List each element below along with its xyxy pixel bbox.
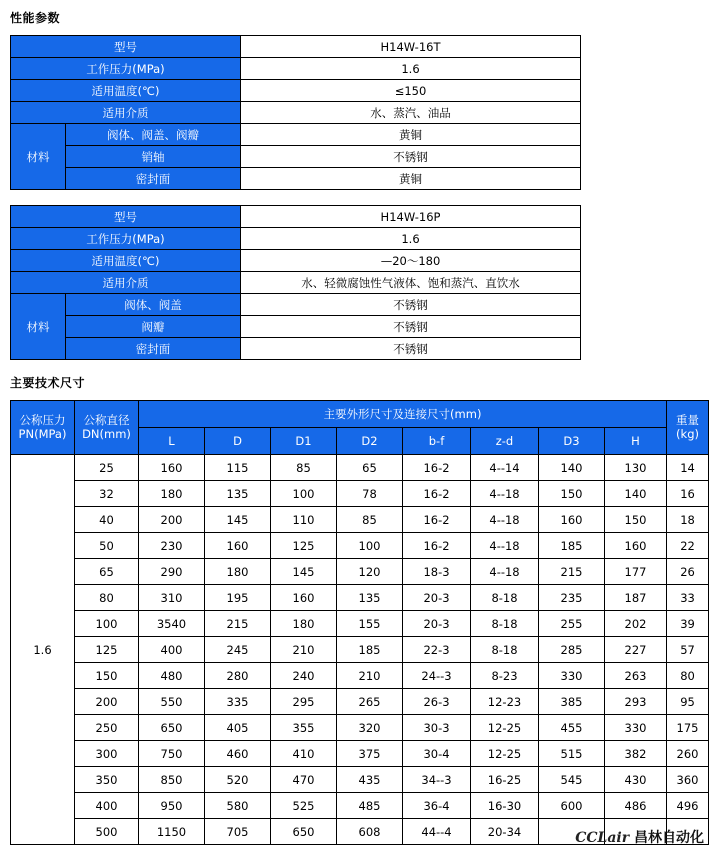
header-col-D1: D1 bbox=[271, 428, 337, 455]
table-row bbox=[11, 80, 581, 102]
cell-zd: 8-23 bbox=[471, 663, 539, 689]
header-weight-line2: (kg) bbox=[676, 426, 699, 441]
t2-label-material: 材料 bbox=[11, 294, 66, 360]
t2-value-pressure: 1.6 bbox=[241, 228, 581, 250]
cell-D1: 525 bbox=[271, 793, 337, 819]
cell-weight: 14 bbox=[667, 455, 709, 481]
cell-H: 140 bbox=[605, 481, 667, 507]
t2-value-body: 不锈钢 bbox=[241, 294, 581, 316]
header-col-bf: b-f bbox=[403, 428, 471, 455]
cell-dn: 50 bbox=[75, 533, 139, 559]
cell-D3: 545 bbox=[539, 767, 605, 793]
cell-D2: 100 bbox=[337, 533, 403, 559]
t2-value-model: H14W-16P bbox=[241, 206, 581, 228]
t2-label-disc: 阀瓣 bbox=[66, 316, 241, 338]
cell-D1: 240 bbox=[271, 663, 337, 689]
cell-L: 950 bbox=[139, 793, 205, 819]
table-row bbox=[11, 637, 709, 663]
t2-value-seal: 不锈钢 bbox=[241, 338, 581, 360]
cell-H: 202 bbox=[605, 611, 667, 637]
cell-L: 230 bbox=[139, 533, 205, 559]
cell-D: 135 bbox=[205, 481, 271, 507]
table-row bbox=[11, 124, 581, 146]
header-col-D3: D3 bbox=[539, 428, 605, 455]
cell-dn: 400 bbox=[75, 793, 139, 819]
cell-D1: 650 bbox=[271, 819, 337, 845]
table-row bbox=[11, 228, 581, 250]
cell-weight: 175 bbox=[667, 715, 709, 741]
cell-D: 335 bbox=[205, 689, 271, 715]
t1-value-pin: 不锈钢 bbox=[241, 146, 581, 168]
cell-H: 160 bbox=[605, 533, 667, 559]
watermark-brand-cn: 昌林自动化 bbox=[634, 830, 704, 846]
cell-D3: 215 bbox=[539, 559, 605, 585]
t1-value-model: H14W-16T bbox=[241, 36, 581, 58]
cell-bf: 26-3 bbox=[403, 689, 471, 715]
cell-zd: 12-25 bbox=[471, 715, 539, 741]
cell-dn: 500 bbox=[75, 819, 139, 845]
t1-label-material: 材料 bbox=[11, 124, 66, 190]
cell-weight: 18 bbox=[667, 507, 709, 533]
cell-D3: 600 bbox=[539, 793, 605, 819]
cell-H: 382 bbox=[605, 741, 667, 767]
cell-D2: 375 bbox=[337, 741, 403, 767]
cell-D3: 185 bbox=[539, 533, 605, 559]
cell-weight: 39 bbox=[667, 611, 709, 637]
cell-L: 3540 bbox=[139, 611, 205, 637]
cell-zd: 8-18 bbox=[471, 637, 539, 663]
header-diameter-line1: 公称直径 bbox=[83, 413, 130, 428]
cell-D3: 385 bbox=[539, 689, 605, 715]
cell-D: 520 bbox=[205, 767, 271, 793]
cell-D3: 330 bbox=[539, 663, 605, 689]
table-row bbox=[11, 663, 709, 689]
cell-D1: 410 bbox=[271, 741, 337, 767]
cell-zd: 12-23 bbox=[471, 689, 539, 715]
cell-D: 195 bbox=[205, 585, 271, 611]
cell-H: 227 bbox=[605, 637, 667, 663]
cell-D: 180 bbox=[205, 559, 271, 585]
cell-D2: 65 bbox=[337, 455, 403, 481]
cell-D2: 155 bbox=[337, 611, 403, 637]
header-dimension-group: 主要外形尺寸及连接尺寸(mm) bbox=[139, 401, 667, 428]
cell-D1: 85 bbox=[271, 455, 337, 481]
cell-dn: 80 bbox=[75, 585, 139, 611]
t2-label-body: 阀体、阀盖 bbox=[66, 294, 241, 316]
cell-H: 187 bbox=[605, 585, 667, 611]
cell-D3: 160 bbox=[539, 507, 605, 533]
cell-D3: 235 bbox=[539, 585, 605, 611]
cell-L: 650 bbox=[139, 715, 205, 741]
table-row bbox=[11, 36, 581, 58]
cell-L: 400 bbox=[139, 637, 205, 663]
cell-H: 430 bbox=[605, 767, 667, 793]
t1-label-temperature: 适用温度(℃) bbox=[11, 80, 241, 102]
cell-D2: 135 bbox=[337, 585, 403, 611]
cell-D1: 145 bbox=[271, 559, 337, 585]
cell-H: 293 bbox=[605, 689, 667, 715]
dimensions-table bbox=[10, 400, 709, 845]
t2-label-temperature: 适用温度(℃) bbox=[11, 250, 241, 272]
cell-D1: 125 bbox=[271, 533, 337, 559]
t1-label-model: 型号 bbox=[11, 36, 241, 58]
table-row bbox=[11, 689, 709, 715]
cell-dn: 25 bbox=[75, 455, 139, 481]
cell-D: 245 bbox=[205, 637, 271, 663]
cell-D2: 120 bbox=[337, 559, 403, 585]
table-row bbox=[11, 294, 581, 316]
cell-dn: 350 bbox=[75, 767, 139, 793]
cell-weight: 16 bbox=[667, 481, 709, 507]
cell-bf: 18-3 bbox=[403, 559, 471, 585]
t2-value-temperature: —20～180 bbox=[241, 250, 581, 272]
dimensions-section-title: 主要技术尺寸 bbox=[10, 376, 86, 390]
cell-zd: 4--14 bbox=[471, 455, 539, 481]
cell-D1: 295 bbox=[271, 689, 337, 715]
table-row bbox=[11, 338, 581, 360]
cell-bf: 36-4 bbox=[403, 793, 471, 819]
table-row bbox=[11, 767, 709, 793]
cell-L: 160 bbox=[139, 455, 205, 481]
header-diameter-line2: DN(mm) bbox=[82, 426, 131, 441]
cell-dn: 200 bbox=[75, 689, 139, 715]
table-row bbox=[11, 250, 581, 272]
cell-H: 330 bbox=[605, 715, 667, 741]
table-row bbox=[11, 715, 709, 741]
performance-table-2 bbox=[10, 205, 581, 360]
cell-D1: 180 bbox=[271, 611, 337, 637]
cell-D: 145 bbox=[205, 507, 271, 533]
cell-D2: 320 bbox=[337, 715, 403, 741]
cell-bf: 30-3 bbox=[403, 715, 471, 741]
watermark bbox=[575, 827, 704, 847]
t2-value-disc: 不锈钢 bbox=[241, 316, 581, 338]
cell-bf: 20-3 bbox=[403, 611, 471, 637]
cell-dn: 65 bbox=[75, 559, 139, 585]
cell-L: 310 bbox=[139, 585, 205, 611]
header-nominal-pressure bbox=[11, 401, 75, 455]
cell-D3: 285 bbox=[539, 637, 605, 663]
header-weight-line1: 重量 bbox=[676, 413, 700, 428]
cell-dn: 125 bbox=[75, 637, 139, 663]
header-col-D: D bbox=[205, 428, 271, 455]
table-row bbox=[11, 206, 581, 228]
cell-bf: 44--4 bbox=[403, 819, 471, 845]
cell-H: 486 bbox=[605, 793, 667, 819]
cell-D: 705 bbox=[205, 819, 271, 845]
cell-D1: 160 bbox=[271, 585, 337, 611]
table-spacer bbox=[8, 190, 706, 205]
cell-D3: 455 bbox=[539, 715, 605, 741]
cell-dn: 32 bbox=[75, 481, 139, 507]
performance-section-title: 性能参数 bbox=[10, 11, 61, 25]
t1-value-seal: 黄铜 bbox=[241, 168, 581, 190]
cell-D1: 470 bbox=[271, 767, 337, 793]
table-row bbox=[11, 507, 709, 533]
cell-H: 150 bbox=[605, 507, 667, 533]
header-col-zd: z-d bbox=[471, 428, 539, 455]
t1-label-body: 阀体、阀盖、阀瓣 bbox=[66, 124, 241, 146]
table-row bbox=[11, 146, 581, 168]
cell-L: 550 bbox=[139, 689, 205, 715]
cell-weight: 496 bbox=[667, 793, 709, 819]
cell-D3: 140 bbox=[539, 455, 605, 481]
table-header-row bbox=[11, 401, 709, 428]
cell-zd: 8-18 bbox=[471, 611, 539, 637]
t2-label-seal: 密封面 bbox=[66, 338, 241, 360]
cell-L: 480 bbox=[139, 663, 205, 689]
cell-zd: 4--18 bbox=[471, 533, 539, 559]
cell-zd: 12-25 bbox=[471, 741, 539, 767]
cell-L: 1150 bbox=[139, 819, 205, 845]
cell-weight: 360 bbox=[667, 767, 709, 793]
cell-H: 263 bbox=[605, 663, 667, 689]
table-row bbox=[11, 793, 709, 819]
t1-label-seal: 密封面 bbox=[66, 168, 241, 190]
cell-D2: 265 bbox=[337, 689, 403, 715]
cell-dn: 100 bbox=[75, 611, 139, 637]
cell-bf: 16-2 bbox=[403, 533, 471, 559]
cell-L: 200 bbox=[139, 507, 205, 533]
cell-D3: 150 bbox=[539, 481, 605, 507]
table-row bbox=[11, 585, 709, 611]
cell-H: 177 bbox=[605, 559, 667, 585]
cell-L: 180 bbox=[139, 481, 205, 507]
cell-weight: 80 bbox=[667, 663, 709, 689]
t1-label-medium: 适用介质 bbox=[11, 102, 241, 124]
cell-L: 750 bbox=[139, 741, 205, 767]
header-col-H: H bbox=[605, 428, 667, 455]
t1-value-body: 黄铜 bbox=[241, 124, 581, 146]
cell-D3: 255 bbox=[539, 611, 605, 637]
cell-D: 115 bbox=[205, 455, 271, 481]
t1-label-pin: 销轴 bbox=[66, 146, 241, 168]
cell-dn: 250 bbox=[75, 715, 139, 741]
header-pressure-line1: 公称压力 bbox=[19, 413, 66, 428]
cell-zd: 16-30 bbox=[471, 793, 539, 819]
table-row bbox=[11, 168, 581, 190]
table-row bbox=[11, 455, 709, 481]
cell-D3: 515 bbox=[539, 741, 605, 767]
cell-zd: 4--18 bbox=[471, 481, 539, 507]
table-row bbox=[11, 611, 709, 637]
cell-zd: 8-18 bbox=[471, 585, 539, 611]
cell-D: 405 bbox=[205, 715, 271, 741]
cell-weight: 22 bbox=[667, 533, 709, 559]
table-row bbox=[11, 102, 581, 124]
cell-D1: 355 bbox=[271, 715, 337, 741]
cell-bf: 30-4 bbox=[403, 741, 471, 767]
performance-table-1 bbox=[10, 35, 581, 190]
cell-weight: 33 bbox=[667, 585, 709, 611]
table-row bbox=[11, 316, 581, 338]
document-page bbox=[0, 9, 714, 853]
cell-bf: 16-2 bbox=[403, 507, 471, 533]
cell-weight: 260 bbox=[667, 741, 709, 767]
cell-D2: 485 bbox=[337, 793, 403, 819]
table-row bbox=[11, 272, 581, 294]
header-nominal-diameter bbox=[75, 401, 139, 455]
cell-bf: 24--3 bbox=[403, 663, 471, 689]
watermark-brand-en: CCLair bbox=[575, 830, 630, 846]
cell-D1: 210 bbox=[271, 637, 337, 663]
cell-zd: 4--18 bbox=[471, 559, 539, 585]
cell-D2: 78 bbox=[337, 481, 403, 507]
table-row bbox=[11, 58, 581, 80]
header-col-L: L bbox=[139, 428, 205, 455]
cell-D2: 210 bbox=[337, 663, 403, 689]
t2-value-medium: 水、轻微腐蚀性气液体、饱和蒸汽、直饮水 bbox=[241, 272, 581, 294]
cell-D2: 85 bbox=[337, 507, 403, 533]
header-pressure-line2: PN(MPa) bbox=[18, 426, 67, 441]
cell-dn: 150 bbox=[75, 663, 139, 689]
cell-nominal-pressure-value: 1.6 bbox=[11, 455, 75, 845]
cell-D2: 608 bbox=[337, 819, 403, 845]
cell-zd: 20-34 bbox=[471, 819, 539, 845]
cell-D1: 110 bbox=[271, 507, 337, 533]
t1-value-pressure: 1.6 bbox=[241, 58, 581, 80]
t2-label-medium: 适用介质 bbox=[11, 272, 241, 294]
cell-bf: 16-2 bbox=[403, 481, 471, 507]
cell-D: 160 bbox=[205, 533, 271, 559]
t1-value-temperature: ≤150 bbox=[241, 80, 581, 102]
cell-D: 460 bbox=[205, 741, 271, 767]
cell-H: 130 bbox=[605, 455, 667, 481]
cell-weight: 57 bbox=[667, 637, 709, 663]
cell-bf: 16-2 bbox=[403, 455, 471, 481]
t1-label-pressure: 工作压力(MPa) bbox=[11, 58, 241, 80]
cell-bf: 20-3 bbox=[403, 585, 471, 611]
header-col-D2: D2 bbox=[337, 428, 403, 455]
cell-weight: 95 bbox=[667, 689, 709, 715]
cell-L: 290 bbox=[139, 559, 205, 585]
cell-bf: 22-3 bbox=[403, 637, 471, 663]
cell-D2: 185 bbox=[337, 637, 403, 663]
cell-dn: 40 bbox=[75, 507, 139, 533]
cell-D: 215 bbox=[205, 611, 271, 637]
table-row bbox=[11, 741, 709, 767]
cell-zd: 4--18 bbox=[471, 507, 539, 533]
table-row bbox=[11, 559, 709, 585]
cell-zd: 16-25 bbox=[471, 767, 539, 793]
cell-D: 280 bbox=[205, 663, 271, 689]
cell-D: 580 bbox=[205, 793, 271, 819]
t2-label-pressure: 工作压力(MPa) bbox=[11, 228, 241, 250]
cell-dn: 300 bbox=[75, 741, 139, 767]
table-row bbox=[11, 533, 709, 559]
cell-D1: 100 bbox=[271, 481, 337, 507]
table-row bbox=[11, 481, 709, 507]
cell-weight: 26 bbox=[667, 559, 709, 585]
cell-L: 850 bbox=[139, 767, 205, 793]
t2-label-model: 型号 bbox=[11, 206, 241, 228]
header-weight bbox=[667, 401, 709, 455]
cell-bf: 34--3 bbox=[403, 767, 471, 793]
cell-D2: 435 bbox=[337, 767, 403, 793]
t1-value-medium: 水、蒸汽、油品 bbox=[241, 102, 581, 124]
